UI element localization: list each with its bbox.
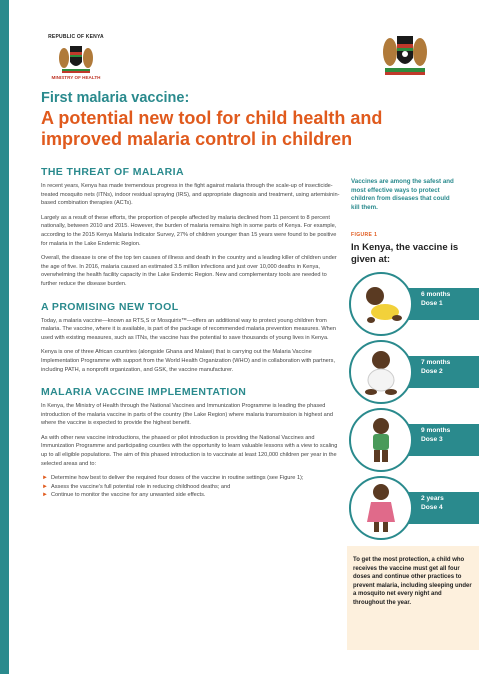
paragraph: Overall, the disease is one of the top ten causes of illness and death in the country and a leading killer of children under the age of five. In 2016, malaria caused an estimated 3.5 million infections and just over 10,000 deaths in Kenya, overwhelming the health facility capacity in the Lake Endemic Region. New and complementary tools are needed to further reduce the disease burden. (41, 255, 337, 287)
list-item (41, 491, 341, 500)
paragraph: Kenya is one of three African countries (alongside Ghana and Malawi) that is carrying out the Malaria Vaccine Implementation Programme with support from the World Health Organization (WHO) and in collaboration with partners, including PATH, a nonprofit organization, and GSK, the vaccine manufacturer. (41, 349, 336, 373)
callout-box (347, 546, 479, 650)
triangle-right-icon: ► (42, 475, 48, 482)
dose-label (421, 494, 444, 512)
page-title: A potential new tool for child health and improved malaria control in children (41, 108, 383, 149)
paragraph: In Kenya, the Ministry of Health through the National Vaccines and Immunization Programme is leading the phased introduction of the malaria vaccine in parts of the country (the Lake Region) where malaria transmission is highest and where the vaccine is expected to provide the highest benefit. (41, 403, 333, 427)
paragraph: As with other new vaccine introductions, the phased or pilot introduction is providing the National Vaccines and Immunization Programme and participating counties with the opportunity to learn valuable lessons with a view to scaling up to all eligible populations. The aim of this phased introduction is to vaccinate at least 120,000 children per year in the selected areas and to: (41, 434, 338, 467)
dose-age: 7 months (421, 359, 451, 366)
baby-sitting-illustration (349, 340, 413, 404)
triangle-right-icon: ► (42, 483, 48, 490)
kenya-coat-of-arms-icon (379, 30, 431, 78)
kenya-coat-of-arms-icon (56, 42, 96, 74)
dose-age: 9 months (421, 427, 451, 434)
ministry-label: MINISTRY OF HEALTH (51, 75, 101, 80)
page (9, 0, 479, 674)
main-column (41, 166, 341, 500)
callout-text: To get the most protection, a child who receives the vaccine must get all four doses and continue other practices to prevent malaria, including sleeping under a mosquito net every night and throughout the year. (353, 557, 472, 606)
list-item (41, 483, 341, 492)
toddler-walking-illustration (349, 476, 413, 540)
dose-number: Dose 3 (421, 436, 443, 443)
republic-label: REPUBLIC OF KENYA (48, 34, 104, 40)
paragraph: Largely as a result of these efforts, the proportion of people affected by malaria declined from 11 percent to 8 percent nationally, between 2010 and 2015. However, the burden of malaria remains high in some parts of Kenya. For example, according to the 2015 Kenya Malaria Indicator Survey, 27% of children younger than 15 years were found to be positive for malaria in the Lake Endemic Region. (41, 214, 337, 247)
dose-number: Dose 1 (421, 300, 443, 307)
baby-standing-illustration (349, 408, 413, 472)
dose-row (349, 272, 479, 334)
header-left-logo (44, 34, 108, 80)
paragraph: Today, a malaria vaccine—known as RTS,S or Mosquirix™—offers an additional way to protect young children from malaria. The vaccine, where it is available, is part of the package of recommended malaria prevention measures. When used with existing measures, such as ITNs, the vaccine has the potential to save thousands of young lives in Kenya. (41, 317, 336, 341)
baby-crawling-illustration (349, 272, 413, 336)
dose-label (421, 358, 450, 376)
dose-age: 2 years (421, 495, 444, 502)
pull-quote: Vaccines are among the safest and most effective ways to protect children from diseases that could kill them. (351, 178, 454, 211)
figure-title: In Kenya, the vaccine is given at: (351, 242, 459, 265)
dose-number: Dose 2 (421, 368, 443, 375)
bullet-text: Continue to monitor the vaccine for any unwanted side effects. (51, 492, 206, 499)
kicker: First malaria vaccine: (41, 90, 190, 106)
bullet-text: Assess the vaccine's full potential role in reducing childhood deaths; and (51, 483, 231, 490)
figure-label: FIGURE 1 (351, 232, 378, 238)
dose-age: 6 months (421, 291, 451, 298)
dose-label (421, 426, 450, 444)
section-heading: THE THREAT OF MALARIA (41, 166, 184, 178)
paragraph: In recent years, Kenya has made tremendous progress in the fight against malaria through the scale-up of insecticide-treated mosquito nets (ITNs), indoor residual spraying (IRS), and appropriate diagnosis and treatment, using artemisinin-based combination therapies (ACTs). (41, 183, 340, 207)
dose-row (349, 476, 479, 538)
section-heading: MALARIA VACCINE IMPLEMENTATION (41, 386, 247, 399)
bullet-list (41, 474, 341, 500)
left-accent-bar (0, 0, 9, 674)
bullet-text: Determine how best to deliver the required four doses of the vaccine in routine settings (see Figure 1); (51, 475, 304, 482)
list-item (41, 474, 341, 483)
dose-row (349, 340, 479, 402)
section-heading: A PROMISING NEW TOOL (41, 300, 179, 313)
dose-number: Dose 4 (421, 504, 443, 511)
triangle-right-icon: ► (42, 492, 48, 499)
dose-row (349, 408, 479, 470)
dose-label (421, 290, 450, 308)
